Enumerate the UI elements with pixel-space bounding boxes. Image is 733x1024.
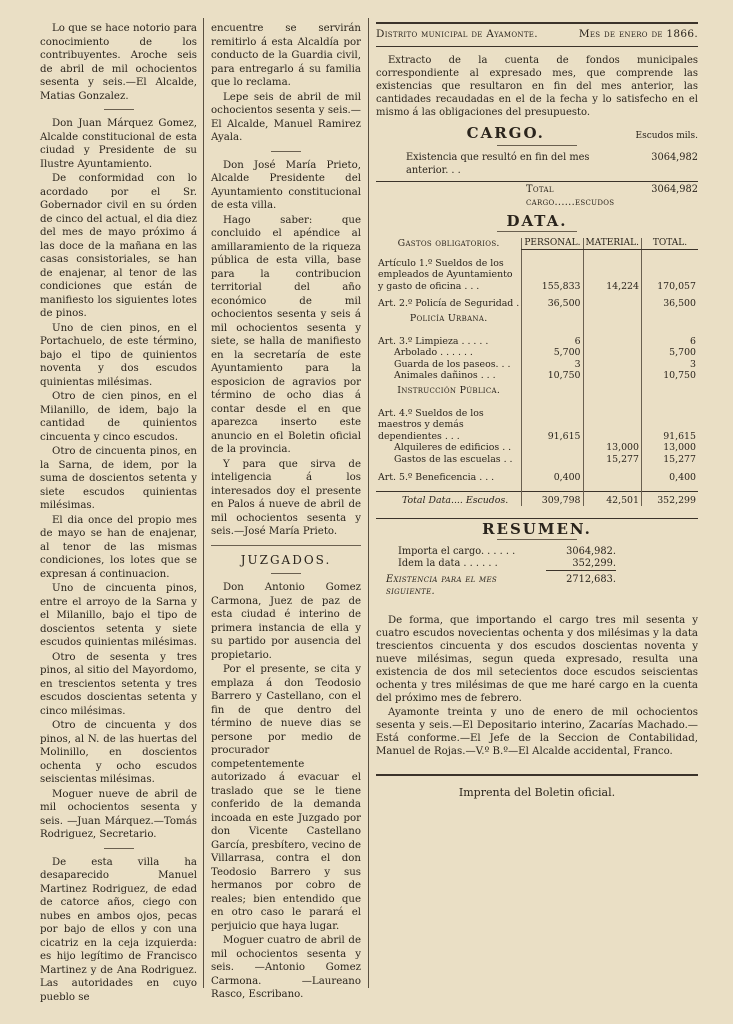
- paragraph: Uno de cien pinos, en el Portachuelo, de este término, bajo el tipo de quinientos noventa y dos escudos quinientas milésimas.: [40, 322, 197, 388]
- data-title: DATA.: [506, 212, 568, 230]
- paragraph: encuentre se servirán remitirlo á esta Alcaldía por conducto de la Guardia civil, para entregarlo á su familia que lo reclama.: [211, 23, 361, 88]
- divider: [104, 109, 134, 110]
- divider: [211, 545, 361, 546]
- paragraph: Moguer nueve de abril de mil ochocientos sesenta y seis. —Juan Márquez.—Tomás Rodriguez, Secretario.: [40, 788, 197, 840]
- existencia-label: Existencia que resultó en fin del mes anterior. . .: [406, 152, 590, 176]
- personal-cell: 0,400: [522, 472, 583, 484]
- table-row: [376, 347, 698, 359]
- row-label: Artículo 1.º Sueldos de los empleados de Ayuntamiento y gasto de oficina . . .: [378, 257, 513, 292]
- total-cell: 5,700: [642, 347, 699, 359]
- section-header: [376, 22, 698, 47]
- paragraph: Extracto de la cuenta de fondos municipales correspondiente al expresado mes, que comprende las existencias que resultaron en fin del mes anterior, las cantidades recaudadas en el de la fecha y lo satisfecho en el mismo á las obligaciones del presupuesto.: [376, 54, 698, 118]
- table-row: [376, 442, 698, 454]
- paragraph: Por el presente, se cita y emplaza á don Teodosio Barrero y Castellano, con el fin de que dentro del término de nueve dias se persone por medio de procurador competentemente autorizado á evacuar el traslado que se le tiene conferido de la demanda incoada en este Juzgado por don Vicente Castellano García, presbítero, vecino de Villarrasa, contra el don Teodosio Barrero y sus hermanos por cobro de reales; bien entendido que en otro caso le parará el perjuicio que haya lugar.: [211, 664, 361, 932]
- paragraph: De conformidad con lo acordado por el Sr. Gobernador civil en su órden de cinco del actual, el dia diez del mes de mayo próximo á las doce de la mañana en las casas consistoriales, se han de enajenar, al tenor de las condiciones que están de manifiesto los siguientes lotes de pinos.: [40, 173, 197, 319]
- table-row: [376, 454, 698, 466]
- table-row: [376, 258, 698, 293]
- row-label: Art. 3.º Limpieza . . . . .: [378, 335, 489, 347]
- col-personal: PERSONAL.: [522, 238, 583, 250]
- paragraph: De forma, que importando el cargo tres mil sesenta y cuatro escudos novecientas ochenta y dos milésimas y la data trescientos cincuenta y dos escudos doscientas noventa y nueve milésimas, segun queda expresado, resulta una existencia de dos mil setecientos doce escudos seiscientas ochenta y tres milésimas de que me haré cargo en la cuenta del próximo mes de febrero.: [376, 614, 698, 704]
- row-label: Art. 5.º Beneficencia . . .: [378, 471, 495, 483]
- paragraph: Otro de sesenta y tres pinos, al sitio del Mayordomo, en trescientos setenta y tres escudos doscientas setenta y cinco milésimas.: [40, 651, 197, 717]
- personal-cell: 10,750: [522, 370, 583, 382]
- divider: [271, 573, 301, 574]
- row-label: Importa el cargo. . . . . .: [398, 545, 516, 557]
- paragraph: Uno de cincuenta pinos, entre el arroyo de la Sarna y el Milanillo, bajo el tipo de doscientos setenta y siete escudos quinientas milésimas.: [40, 583, 197, 648]
- divider: [376, 774, 698, 776]
- paragraph: El dia once del propio mes de mayo se han de enajenar, al tenor de las mismas condiciones, los lotes que se expresan á continuacion.: [40, 514, 197, 580]
- row-label: Existencia para el mes siguiente.: [386, 573, 497, 597]
- resumen-row: [386, 558, 616, 571]
- paragraph: Otro de cien pinos, en el Milanillo, de idem, bajo la cantidad de quinientos cincuenta y cinco escudos.: [40, 391, 197, 443]
- col-material: MATERIAL.: [583, 238, 641, 250]
- total-cell: 15,277: [642, 454, 699, 466]
- paragraph: Ayamonte treinta y uno de enero de mil ochocientos sesenta y seis.—El Depositario interino, Zacarías Machado.—Está conforme.—El Jefe de la Seccion de Contabilidad, Manuel de Rojas.—V.º B.º—El Alcalde accidental, Franco.: [376, 706, 698, 757]
- column-divider: [368, 18, 369, 988]
- total-cell: 0,400: [642, 472, 699, 484]
- existencia-value: 3064,982: [651, 152, 698, 163]
- table-header-row: [376, 238, 698, 250]
- row-label: Animales dañinos . . .: [394, 370, 496, 382]
- paragraph: Don Antonio Gomez Carmona, Juez de paz de esta ciudad é interino de primera instancia de ella y su partido por ausencia del propietario.: [211, 582, 361, 661]
- table-total-row: [376, 491, 698, 506]
- row-value: 3064,982.: [566, 545, 616, 557]
- row-label: Gastos de las escuelas . .: [394, 453, 513, 465]
- table-row: [376, 408, 698, 443]
- divider: [497, 539, 577, 540]
- resumen-block: [386, 546, 616, 598]
- total-cell: 13,000: [642, 442, 699, 454]
- paragraph: Lo que se hace notorio para conocimiento de los contribuyentes. Aroche seis de abril de mil ochocientos sesenta y seis.—El Alcalde, Matias Gonzalez.: [40, 23, 197, 102]
- total-cell: 36,500: [642, 298, 699, 310]
- material-total: 42,501: [583, 491, 641, 506]
- row-label: Alquileres de edificios . .: [394, 442, 512, 454]
- personal-cell: 3: [522, 359, 583, 371]
- table-row: [376, 359, 698, 371]
- row-label: Idem la data . . . . . .: [398, 557, 498, 569]
- row-label: Art. 4.º Sueldos de los maestros y demás dependientes . . .: [378, 407, 484, 442]
- column-1: [40, 22, 197, 1005]
- column-3: [376, 22, 698, 799]
- material-cell: 15,277: [583, 454, 641, 466]
- paragraph: Hago saber: que concluido el apéndice al amillaramiento de la riqueza pública de esta villa, base para la contribucion territorial del año económico de mil ochocientos sesenta y seis á mil ochocientos sesenta y siete, se halla de manifiesto en la secretaría de este Ayuntamiento para la esposicion de agravios por término de ocho dias á contar desde el en que aparezca inserto este anuncio en el Boletin oficial de la provincia.: [211, 214, 361, 455]
- grand-total: 352,299: [642, 491, 699, 506]
- total-cargo-value: 3064,982: [651, 184, 698, 195]
- cargo-title: CARGO.: [466, 123, 545, 142]
- total-cell: 91,615: [642, 408, 699, 443]
- table-row: [376, 370, 698, 382]
- paragraph: De esta villa ha desaparecido Manuel Martinez Rodriguez, de edad de catorce años, ciego con nubes en ambos ojos, pecas por bajo de ellos y con una cicatriz en la ceja izquierda: es hijo legítimo de Francisco Martinez y de Ana Rodriguez. Las autoridades en cuyo pueblo se: [40, 856, 197, 1003]
- material-cell: 14,224: [583, 258, 641, 293]
- paragraph: Moguer cuatro de abril de mil ochocientos sesenta y seis. —Antonio Gomez Carmona. —Laureano Rasco, Escribano.: [211, 935, 361, 1000]
- divider: [104, 848, 134, 849]
- row-label: Art. 2.º Policía de Seguridad .: [378, 298, 520, 310]
- subsection-heading: Instrucción Pública.: [397, 384, 501, 396]
- section-heading: JUZGADOS.: [240, 552, 332, 567]
- personal-cell: 155,833: [522, 258, 583, 293]
- paragraph: Don Juan Márquez Gomez, Alcalde constitucional de esta ciudad y Presidente de su Ilustre Ayuntamiento.: [40, 118, 197, 170]
- month-title: Mes de enero de 1866.: [578, 28, 698, 40]
- total-cell: 170,057: [642, 258, 699, 293]
- table-row: [376, 336, 698, 348]
- personal-total: 309,798: [522, 491, 583, 506]
- district-title: Distrito municipal de Ayamonte.: [376, 28, 538, 40]
- personal-cell: 91,615: [522, 408, 583, 443]
- printer-credit: Imprenta del Boletin oficial.: [458, 785, 616, 799]
- cargo-units: Escudos mils.: [635, 130, 698, 141]
- divider: [271, 151, 301, 152]
- resumen-total-row: [386, 574, 616, 598]
- paragraph: Otro de cincuenta pinos, en la Sarna, de idem, por la suma de doscientos setenta y siete escudos quinientas milésimas.: [40, 446, 197, 511]
- data-table: [376, 238, 698, 507]
- resumen-row: [386, 546, 616, 558]
- resumen-title: RESUMEN.: [376, 518, 698, 537]
- row-label: Guarda de los paseos. . .: [394, 358, 511, 370]
- row-value: 352,299.: [546, 558, 616, 571]
- personal-cell: 6: [522, 336, 583, 348]
- column-divider: [203, 18, 204, 988]
- paragraph: Otro de cincuenta y dos pinos, al N. de las huertas del Molinillo, en doscientos ochenta y ocho escudos seiscientas milésimas.: [40, 720, 197, 785]
- material-cell: 13,000: [583, 442, 641, 454]
- paragraph: Lepe seis de abril de mil ochocientos sesenta y seis.— El Alcalde, Manuel Ramirez Ayala.: [211, 91, 361, 143]
- row-value: 2712,683.: [566, 573, 616, 585]
- col-total: TOTAL.: [642, 238, 699, 250]
- table-row: [376, 298, 698, 310]
- total-cell: 6: [642, 336, 699, 348]
- personal-cell: 36,500: [522, 298, 583, 310]
- total-cargo-row: [376, 181, 698, 209]
- total-cargo-label: Total cargo......escudos: [526, 184, 615, 208]
- paragraph: Don José María Prieto, Alcalde Presidente del Ayuntamiento constitucional de esta villa.: [211, 159, 361, 211]
- existencia-row: [376, 152, 698, 177]
- cargo-header: [376, 123, 698, 144]
- subsection-heading: Policía Urbana.: [409, 312, 488, 324]
- gastos-heading: Gastos obligatorios.: [397, 237, 500, 249]
- row-label: Arbolado . . . . . .: [394, 347, 473, 359]
- paragraph: Y para que sirva de inteligencia á los interesados doy el presente en Palos á nueve de abril de mil ochocientos sesenta y seis.—José María Prieto.: [211, 458, 361, 537]
- personal-cell: 5,700: [522, 347, 583, 359]
- divider: [497, 231, 577, 232]
- column-2: [211, 22, 361, 1003]
- total-label: Total Data.... Escudos.: [376, 491, 522, 506]
- divider: [497, 145, 577, 146]
- table-row: [376, 472, 698, 484]
- total-cell: 10,750: [642, 370, 699, 382]
- total-cell: 3: [642, 359, 699, 371]
